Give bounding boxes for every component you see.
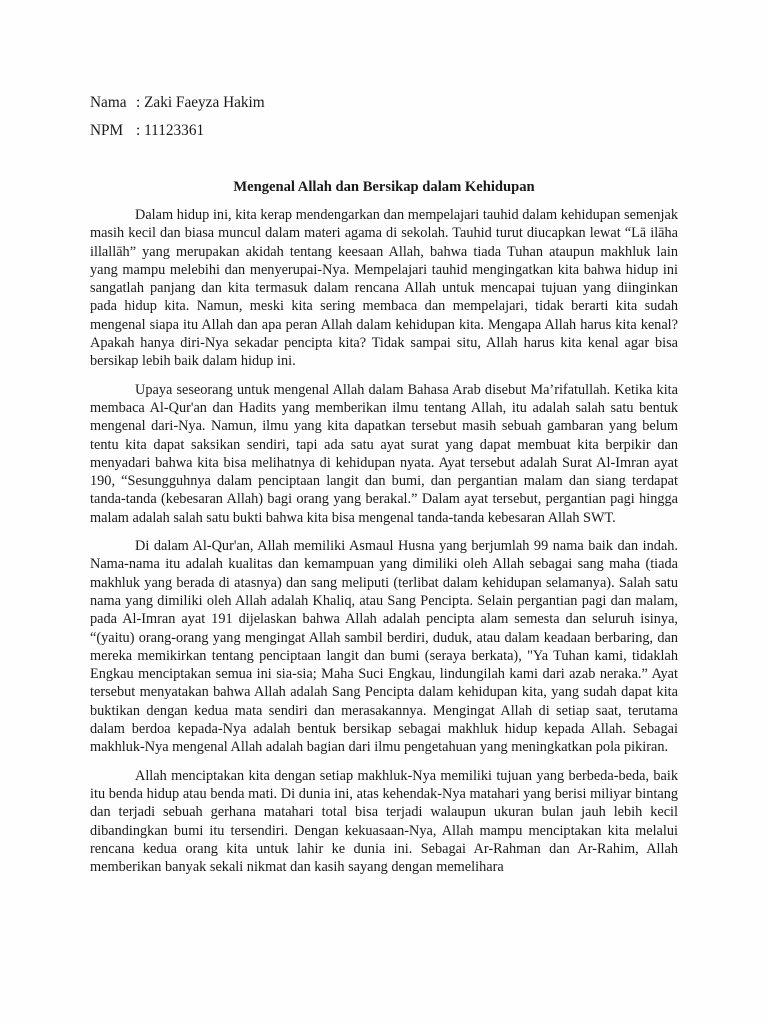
paragraph-4: Allah menciptakan kita dengan setiap makhluk-Nya memiliki tujuan yang berbeda-beda, baik itu benda hidup atau benda mati. Di dunia ini, atas kehendak-Nya matahari yang berisi miliyar bintang dan terjadi sebuah gerhana matahari total bisa terjadi walaupun ukuran bulan jauh lebih kecil dibandingkan bumi itu tersendiri. Dengan kekuasaan-Nya, Allah mampu menciptakan kita melalui rencana kedua orang kita untuk lahir ke dunia ini. Sebagai Ar-Rahman dan Ar-Rahim, Allah memberikan banyak sekali nikmat dan kasih sayang dengan memelihara	[90, 767, 678, 876]
name-row	[90, 94, 265, 112]
npm-value: : 11123361	[136, 122, 205, 139]
document-title: Mengenal Allah dan Bersikap dalam Kehidupan	[233, 179, 535, 195]
name-value: : Zaki Faeyza Hakim	[136, 94, 265, 111]
name-label: Nama	[90, 94, 127, 111]
document-body	[90, 206, 678, 886]
paragraph-3: Di dalam Al-Qur'an, Allah memiliki Asmaul Husna yang berjumlah 99 nama baik dan indah. Nama-nama itu adalah kualitas dan kemampuan yang dimiliki oleh Allah sebagai sang maha (tiada makhluk yang berada di atasnya) dan sang meliputi (terlibat dalam kehidupan selamanya). Salah satu nama yang dimiliki oleh Allah adalah Khaliq, atau Sang Pencipta. Selain pergantian pagi dan malam, pada Al-Imran ayat 191 dijelaskan bahwa Allah adalah pencipta alam semesta dan seluruh isinya, “(yaitu) orang-orang yang mengingat Allah sambil berdiri, duduk, atau dalam keadaan berbaring, dan mereka memikirkan tentang penciptaan langit dan bumi (seraya berkata), "Ya Tuhan kami, tidaklah Engkau menciptakan semua ini sia-sia; Maha Suci Engkau, lindungilah kami dari azab neraka.” Ayat tersebut menyatakan bahwa Allah adalah Sang Pencipta dalam kehidupan kita, yang sudah dapat kita buktikan dengan kedua mata sendiri dan merasakannya. Mengingat Allah di setiap saat, terutama dalam berdoa kepada-Nya adalah bentuk bersikap sebagai makhluk hidup kepada Allah. Sebagai makhluk-Nya mengenal Allah adalah bagian dari ilmu pengetahuan yang meningkatkan pola pikiran.	[90, 538, 678, 756]
paragraph-1: Dalam hidup ini, kita kerap mendengarkan dan mempelajari tauhid dalam kehidupan semenjak masih kecil dan biasa muncul dalam materi agama di sekolah. Tauhid turut diucapkan lewat “Lā ilāha illallāh” yang merupakan akidah tentang keesaan Allah, bahwa tiada Tuhan ataupun makhluk lain yang mampu melebihi dan menyerupai-Nya. Mempelajari tauhid mengingatkan kita bahwa hidup ini sangatlah panjang dan kita termasuk dalam rencana Allah untuk mencapai tujuan yang diinginkan pada hidup kita. Namun, meski kita sering membaca dan mempelajari, tidak berarti kita sudah mengenal siapa itu Allah dan apa peran Allah dalam kehidupan kita. Mengapa Allah harus kita kenal? Apakah hanya diri-Nya sekadar pencipta kita? Tidak sampai situ, Allah harus kita kenal agar bisa bersikap lebih baik dalam hidup ini.	[90, 207, 678, 370]
npm-row	[90, 122, 204, 140]
npm-label: NPM	[90, 122, 124, 139]
paragraph-2: Upaya seseorang untuk mengenal Allah dalam Bahasa Arab disebut Ma’rifatullah. Ketika kita membaca Al-Qur'an dan Hadits yang memberikan ilmu tentang Allah, itu adalah salah satu bentuk mengenal dari-Nya. Namun, ilmu yang kita dapatkan tersebut masih sebuah gambaran yang belum tentu kita dapat saksikan sendiri, tapi ada satu ayat surat yang dapat membuat kita berpikir dan menyadari bahwa kita bisa melihatnya di kehidupan nyata. Ayat tersebut adalah Surat Al-Imran ayat 190, “Sesungguhnya dalam penciptaan langit dan bumi, dan pergantian malam dan siang terdapat tanda-tanda (kebesaran Allah) bagi orang yang berakal.” Dalam ayat tersebut, pergantian pagi hingga malam adalah salah satu bukti bahwa kita bisa mengenal tanda-tanda kebesaran Allah SWT.	[90, 381, 678, 526]
